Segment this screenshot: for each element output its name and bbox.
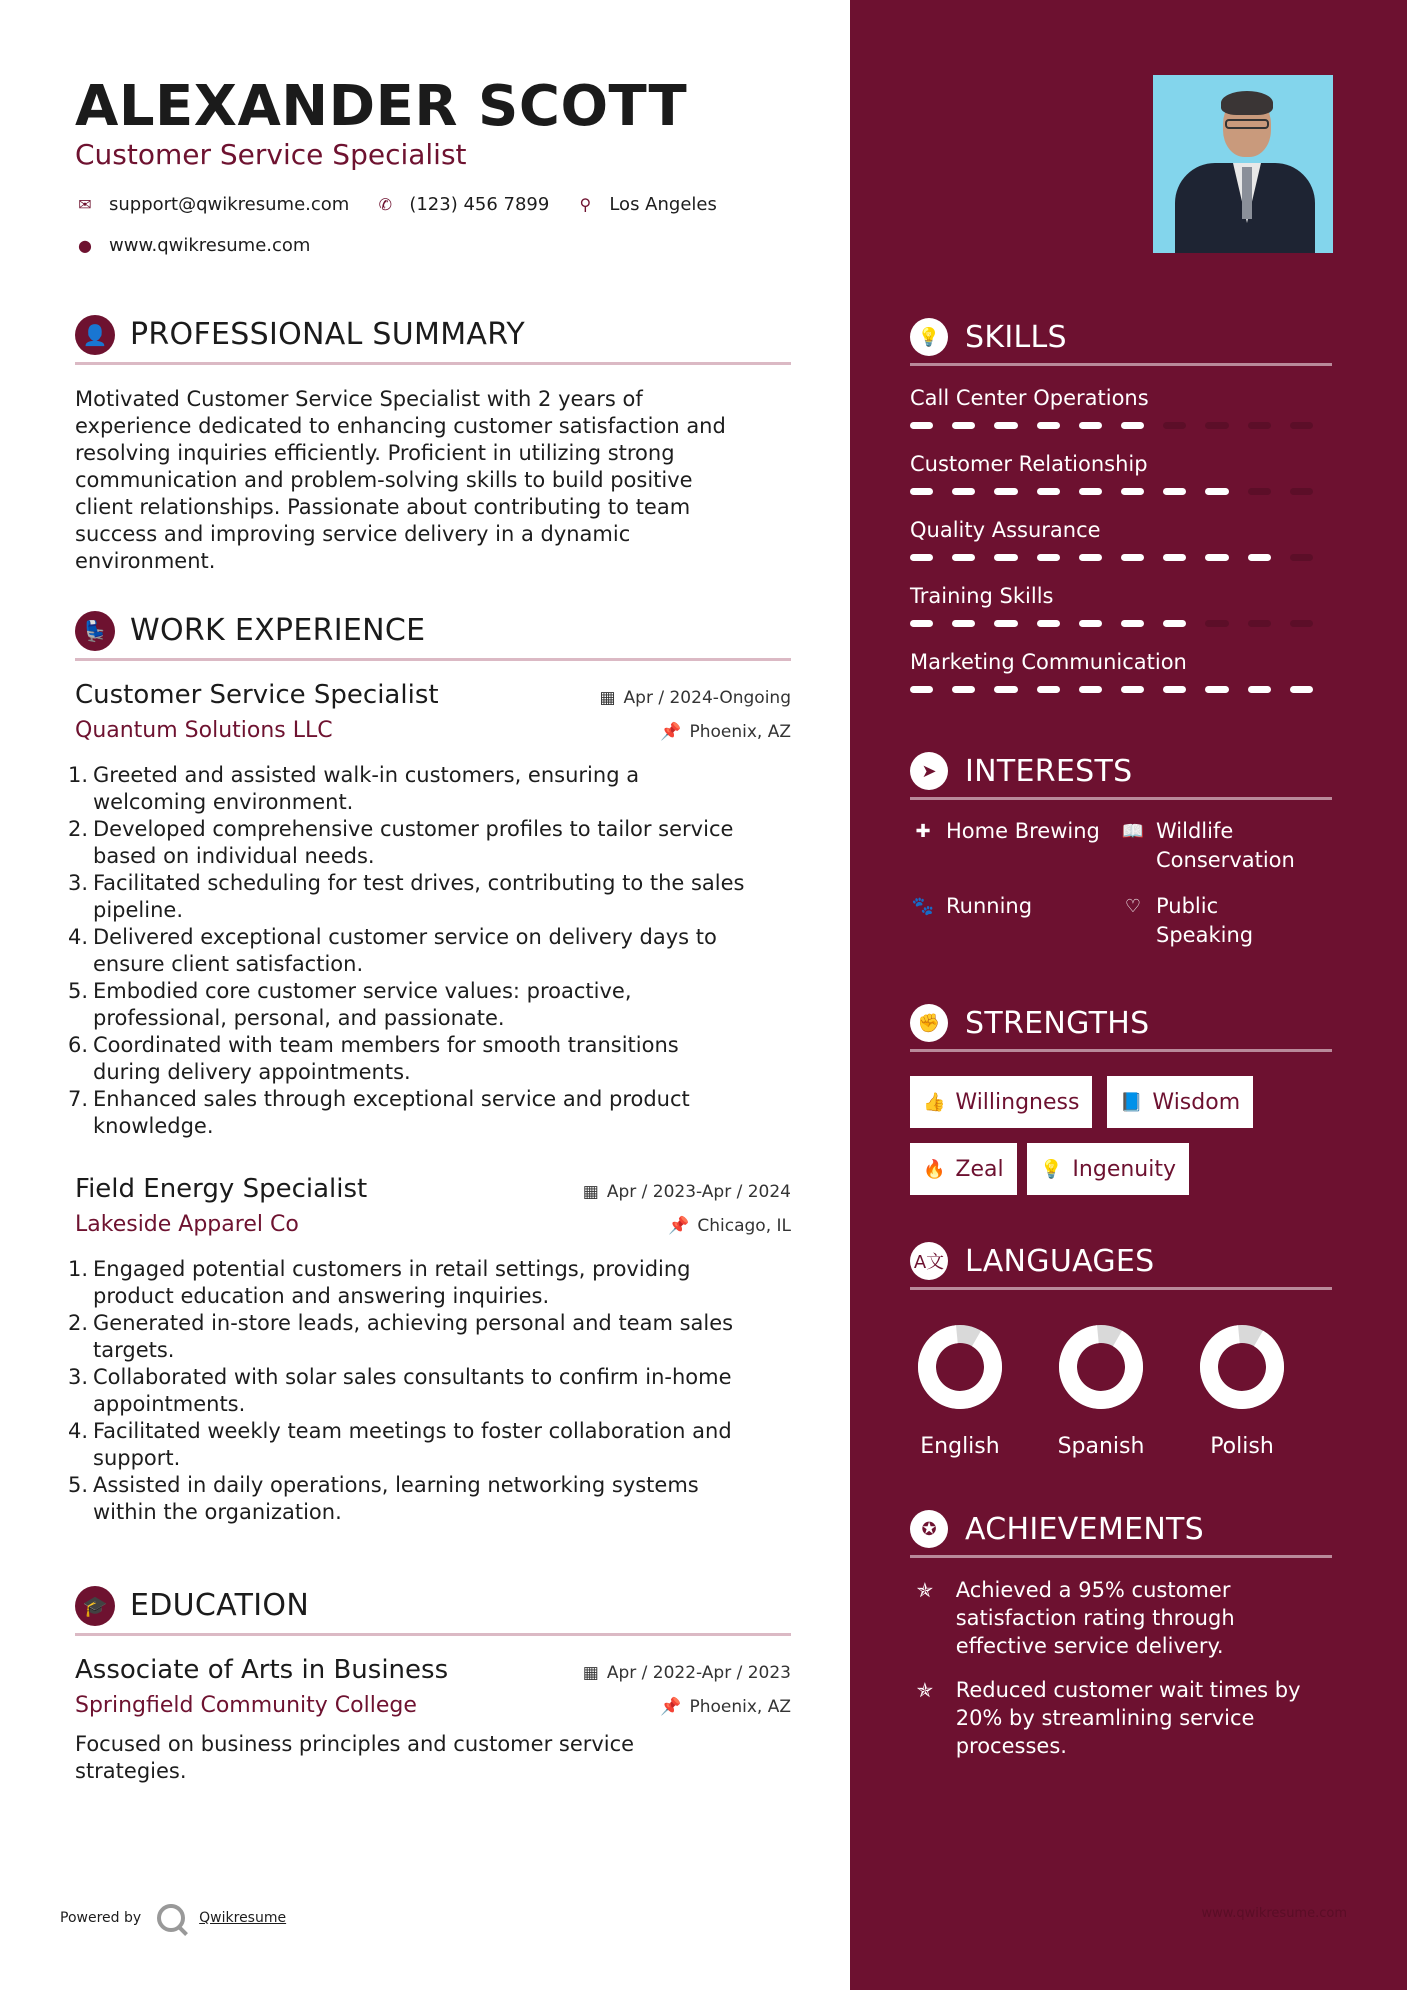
skill-segment — [1079, 620, 1102, 627]
list-item: 5. Assisted in daily operations, learning networking systems within the organization. — [68, 1473, 699, 1524]
pushpin-icon: 📌 — [660, 1697, 682, 1717]
skill-segment — [910, 686, 933, 693]
job-location: 📌 Chicago, IL — [668, 1216, 791, 1236]
achievement-item: ✯ Achieved a 95% customer satisfaction rating through effective service delivery. — [910, 1576, 1332, 1660]
skill-segment — [1037, 488, 1060, 495]
list-item: 2. Generated in-store leads, achieving personal and team sales targets. — [68, 1311, 734, 1362]
calendar-icon: ▦ — [582, 1663, 599, 1683]
pushpin-icon: 📌 — [668, 1216, 690, 1236]
language-item — [1187, 1322, 1297, 1459]
skill-segment — [1290, 686, 1313, 693]
list-item: 5. Embodied core customer service values: proactive, professional, personal, and passionate. — [68, 979, 632, 1030]
summary-line: success and improving service delivery in a dynamic — [75, 522, 631, 546]
language-name: Spanish — [1057, 1434, 1145, 1459]
school-name: Springfield Community College — [75, 1693, 417, 1718]
experience-section-header — [75, 605, 791, 661]
skill-segment — [952, 422, 975, 429]
summary-line: Motivated Customer Service Specialist with 2 years of — [75, 387, 643, 411]
languages-section-header — [910, 1238, 1332, 1290]
fire-icon: 🔥 — [923, 1158, 946, 1180]
puzzle-icon: ✚ — [915, 821, 931, 842]
skill-segment — [952, 488, 975, 495]
skill-segment — [1121, 422, 1144, 429]
globe-icon: ● — [78, 236, 92, 255]
language-item — [905, 1322, 1015, 1459]
achievements-section-header — [910, 1506, 1332, 1558]
skill-segment — [1205, 620, 1228, 627]
skill-segment — [952, 620, 975, 627]
book-icon: 📖 — [1121, 821, 1145, 842]
skill-segment — [1121, 488, 1144, 495]
skill-segment — [1037, 620, 1060, 627]
skill-segment — [1037, 422, 1060, 429]
skill-segment — [910, 488, 933, 495]
skills-heading: SKILLS — [965, 320, 1067, 355]
skill-segment — [1163, 686, 1186, 693]
job-title: Customer Service Specialist — [75, 680, 439, 710]
experience-heading: WORK EXPERIENCE — [130, 613, 426, 648]
degree-title: Associate of Arts in Business — [75, 1655, 449, 1685]
summary-text — [75, 386, 795, 575]
lightbulb-icon: 💡 — [910, 318, 948, 356]
job-date: ▦ Apr / 2024-Ongoing — [599, 688, 791, 708]
skill-segment — [1205, 422, 1228, 429]
education-section-header — [75, 1580, 791, 1636]
paper-plane-icon: ➤ — [910, 752, 948, 790]
skill-segment — [952, 686, 975, 693]
phone-text: (123) 456 7899 — [409, 194, 550, 215]
powered-by-text: Powered by — [60, 1910, 142, 1926]
footer-website: www.qwikresume.com — [1201, 1906, 1347, 1921]
skill-segment — [1163, 554, 1186, 561]
list-item: 4. Delivered exceptional customer service on delivery days to ensure client satisfaction. — [68, 925, 717, 976]
list-item: 7. Enhanced sales through exceptional service and product knowledge. — [68, 1087, 690, 1138]
skill-segment — [1079, 422, 1102, 429]
skill-segment — [1248, 620, 1271, 627]
skill-segment — [910, 554, 933, 561]
skill-segment — [1205, 488, 1228, 495]
job-company: Lakeside Apparel Co — [75, 1212, 299, 1237]
skill-name: Quality Assurance — [910, 518, 1101, 542]
calendar-icon: ▦ — [599, 688, 616, 708]
skill-segment — [1079, 554, 1102, 561]
skill-segment — [1121, 686, 1144, 693]
skill-segment — [1037, 554, 1060, 561]
map-pin-icon: ⚲ — [579, 195, 592, 214]
language-item — [1046, 1322, 1156, 1459]
skill-segment — [1290, 488, 1313, 495]
skill-segment — [1121, 554, 1144, 561]
skill-level-bar — [910, 488, 1332, 495]
skill-level-bar — [910, 554, 1332, 561]
book-icon: 📘 — [1120, 1091, 1143, 1113]
skill-segment — [1290, 620, 1313, 627]
skill-item — [910, 386, 1332, 429]
strengths-section-header — [910, 1000, 1332, 1052]
strength-badge: 📘 Wisdom — [1107, 1076, 1253, 1128]
education-heading: EDUCATION — [130, 1588, 310, 1623]
star-icon: ✯ — [916, 1578, 934, 1602]
star-icon: ✯ — [916, 1678, 934, 1702]
job-bullets — [68, 1256, 791, 1526]
website-row — [75, 235, 336, 256]
skill-segment — [1163, 620, 1186, 627]
language-name: Polish — [1210, 1434, 1274, 1459]
skill-segment — [1248, 488, 1271, 495]
list-item: 6. Coordinated with team members for smooth transitions during delivery appointments. — [68, 1033, 679, 1084]
achievements-heading: ACHIEVEMENTS — [965, 1512, 1205, 1547]
job-date: ▦ Apr / 2023-Apr / 2024 — [582, 1182, 791, 1202]
list-item: 3. Collaborated with solar sales consultants to confirm in-home appointments. — [68, 1365, 732, 1416]
school-location: 📌 Phoenix, AZ — [660, 1697, 791, 1717]
skill-item — [910, 518, 1332, 561]
skill-segment — [994, 422, 1017, 429]
office-chair-icon: 💺 — [75, 611, 115, 651]
summary-line: communication and problem-solving skills to build positive — [75, 468, 693, 492]
skill-segment — [1121, 620, 1144, 627]
languages-heading: LANGUAGES — [965, 1244, 1155, 1279]
skill-segment — [1248, 422, 1271, 429]
interest-item: ♡ Public Speaking — [1120, 892, 1253, 950]
skill-level-bar — [910, 686, 1332, 693]
skills-section-header — [910, 314, 1332, 366]
phone-icon: ✆ — [378, 195, 393, 214]
interests-section-header — [910, 748, 1332, 800]
skill-segment — [1290, 554, 1313, 561]
location-text: Los Angeles — [609, 194, 717, 215]
powered-by-footer — [60, 1904, 286, 1932]
skill-segment — [910, 620, 933, 627]
calendar-icon: ▦ — [582, 1182, 599, 1202]
skill-name: Call Center Operations — [910, 386, 1149, 410]
job-title: Field Energy Specialist — [75, 1174, 368, 1204]
achievement-item: ✯ Reduced customer wait times by 20% by streamlining service processes. — [910, 1676, 1332, 1760]
skill-level-bar — [910, 620, 1332, 627]
skill-segment — [994, 488, 1017, 495]
profile-photo — [1153, 75, 1333, 253]
candidate-name: ALEXANDER SCOTT — [75, 74, 688, 139]
summary-line: experience dedicated to enhancing customer satisfaction and — [75, 414, 726, 438]
skill-segment — [952, 554, 975, 561]
summary-line: environment. — [75, 549, 216, 573]
skill-segment — [1163, 488, 1186, 495]
summary-section-header — [75, 309, 791, 365]
skill-segment — [994, 686, 1017, 693]
job-company: Quantum Solutions LLC — [75, 718, 333, 743]
heartbeat-icon: ♡ — [1124, 896, 1142, 917]
skill-segment — [1163, 422, 1186, 429]
email-link[interactable]: support@qwikresume.com — [109, 194, 350, 215]
skill-segment — [1205, 686, 1228, 693]
star-badge-icon: ✪ — [910, 1510, 948, 1548]
job-location: 📌 Phoenix, AZ — [660, 722, 791, 742]
skill-name: Marketing Communication — [910, 650, 1187, 674]
candidate-title: Customer Service Specialist — [75, 138, 467, 171]
interest-item: 🐾 Running — [910, 892, 1032, 921]
education-date: ▦ Apr / 2022-Apr / 2023 — [582, 1663, 791, 1683]
language-name: English — [920, 1434, 1000, 1459]
skill-segment — [1248, 686, 1271, 693]
language-ring — [1056, 1322, 1146, 1412]
sidebar — [850, 0, 1407, 1990]
qwikresume-logo-icon — [157, 1904, 185, 1932]
lightbulb-icon: 💡 — [1040, 1158, 1063, 1180]
skill-name: Customer Relationship — [910, 452, 1148, 476]
skill-segment — [994, 554, 1017, 561]
education-description: Focused on business principles and customer service strategies. — [75, 1732, 635, 1783]
strength-badge: 👍 Willingness — [910, 1076, 1092, 1128]
skill-segment — [910, 422, 933, 429]
thumbs-up-icon: 👍 — [923, 1091, 946, 1113]
interest-item: 📖 Wildlife Conservation — [1120, 817, 1295, 875]
skill-segment — [1079, 488, 1102, 495]
list-item: 2. Developed comprehensive customer profiles to tailor service based on individual needs. — [68, 817, 734, 868]
summary-line: client relationships. Passionate about contributing to team — [75, 495, 691, 519]
qwikresume-link[interactable]: Qwikresume — [199, 1910, 287, 1926]
list-item: 3. Facilitated scheduling for test drives, contributing to the sales pipeline. — [68, 871, 745, 922]
job-bullets — [68, 762, 791, 1140]
skill-segment — [1290, 422, 1313, 429]
interest-item: ✚ Home Brewing — [910, 817, 1100, 846]
contact-row — [75, 194, 743, 215]
graduate-icon: 🎓 — [75, 1586, 115, 1626]
skill-segment — [1037, 686, 1060, 693]
strengths-heading: STRENGTHS — [965, 1006, 1150, 1041]
language-ring — [915, 1322, 1005, 1412]
skill-name: Training Skills — [910, 584, 1054, 608]
paw-icon: 🐾 — [911, 896, 935, 917]
website-link[interactable]: www.qwikresume.com — [109, 235, 311, 256]
list-item: 1. Engaged potential customers in retail settings, providing product education and answering inquiries. — [68, 1257, 691, 1308]
skill-item — [910, 584, 1332, 627]
language-ring — [1197, 1322, 1287, 1412]
skill-segment — [1079, 686, 1102, 693]
skill-segment — [1205, 554, 1228, 561]
translate-icon: A文 — [910, 1242, 948, 1280]
envelope-icon: ✉ — [78, 195, 92, 214]
skill-level-bar — [910, 422, 1332, 429]
strength-badge: 💡 Ingenuity — [1027, 1143, 1189, 1195]
list-item: 1. Greeted and assisted walk-in customers, ensuring a welcoming environment. — [68, 763, 640, 814]
pushpin-icon: 📌 — [660, 722, 682, 742]
user-icon: 👤 — [75, 315, 115, 355]
fist-icon: ✊ — [910, 1004, 948, 1042]
list-item: 4. Facilitated weekly team meetings to foster collaboration and support. — [68, 1419, 732, 1470]
skill-item — [910, 650, 1332, 693]
summary-heading: PROFESSIONAL SUMMARY — [130, 317, 526, 352]
summary-line: resolving inquiries efficiently. Proficient in utilizing strong — [75, 441, 675, 465]
strength-badge: 🔥 Zeal — [910, 1143, 1017, 1195]
interests-heading: INTERESTS — [965, 754, 1133, 789]
skill-segment — [994, 620, 1017, 627]
skill-segment — [1248, 554, 1271, 561]
skill-item — [910, 452, 1332, 495]
